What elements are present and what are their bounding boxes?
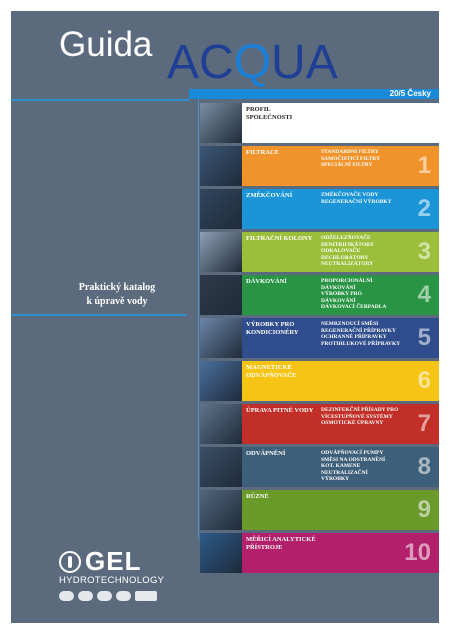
section-heading: RŮZNÉ (246, 493, 269, 500)
subtitle-line-2: k úpravě vody (86, 296, 148, 307)
section-item: SAMOČISTICÍ FILTRY (321, 155, 381, 162)
section-row (200, 404, 439, 444)
section-items (321, 407, 406, 427)
section-items (321, 235, 406, 268)
section-items (321, 149, 406, 169)
title-acqua-ac: AC (167, 36, 234, 89)
section-item: DÁVKOVÁNÍ (321, 297, 356, 304)
section-band (242, 490, 439, 530)
section-item: VÝROBKY PRO (321, 291, 362, 297)
section-item: VÍCESTUPŇOVÉ SYSTÉMY (321, 413, 393, 420)
section-band (242, 361, 439, 401)
certification-badges (59, 591, 157, 601)
cert-badge-icon (116, 591, 131, 601)
section-row (200, 146, 439, 186)
section-heading: FILTRAČNÍ KOLONY (246, 235, 313, 242)
section-item: DENITRIFIKÁTORY (321, 241, 374, 248)
section-band (242, 318, 439, 358)
section-item: PROTIHLUKOVÉ PŘÍPRAVKY (321, 340, 401, 347)
section-number: 8 (417, 453, 431, 480)
section-number: 7 (417, 410, 431, 437)
section-item: SPECIÁLNÍ FILTRY (321, 162, 373, 168)
section-item: REGENERAČNÍ PŘÍPRAVKY (321, 327, 396, 334)
section-item: ZMĚKČOVAČE VODY (321, 192, 379, 198)
cert-badge-icon (78, 591, 93, 601)
section-band (242, 533, 439, 573)
section-photo (200, 103, 242, 143)
title-acqua (167, 37, 338, 89)
section-item: ODKALOVAČE (321, 248, 361, 254)
section-number: 9 (417, 496, 431, 523)
section-row (200, 447, 439, 487)
section-items (321, 192, 406, 205)
cert-badge-icon (59, 591, 74, 601)
section-photo (200, 361, 242, 401)
section-items (321, 450, 406, 483)
section-row (200, 232, 439, 272)
vertical-divider (198, 99, 199, 539)
section-photo (200, 533, 242, 573)
title-acqua-ua: UA (271, 36, 338, 89)
section-band (242, 189, 439, 229)
section-number: 5 (417, 324, 431, 351)
section-photo (200, 189, 242, 229)
section-band (242, 275, 439, 315)
section-heading: VÝROBKY PRO KONDICIONÉRY (246, 321, 299, 336)
logo-brand: GEL (85, 546, 142, 576)
section-band (242, 404, 439, 444)
subtitle-divider (11, 314, 186, 316)
section-row (200, 533, 439, 573)
title-guida: Guida (59, 25, 153, 64)
section-item: DÁVKOVACÍ ČERPADLA (321, 304, 387, 310)
section-photo (200, 318, 242, 358)
section-row (200, 361, 439, 401)
section-item: DEZINFEKČNÍ PŘÍSADY PRO (321, 407, 399, 413)
section-item: ODŽELEZŇOVAČE (321, 235, 371, 241)
section-photo (200, 404, 242, 444)
section-item: OCHRANNÉ PŘÍPRAVKY (321, 334, 387, 340)
section-number: 2 (417, 195, 431, 222)
section-number: 6 (417, 367, 431, 394)
section-band (242, 146, 439, 186)
section-heading: FILTRACE (246, 149, 279, 156)
section-item: KOT. KAMENE (321, 463, 361, 469)
title-acqua-q: Q (233, 36, 272, 89)
section-item: REGENERAČNÍ VÝROBKY (321, 198, 392, 205)
section-item: NEMRZNOUCÍ SMĚSI (321, 321, 379, 327)
section-photo (200, 232, 242, 272)
section-heading: MAGNETICKÉ ODVÁPŇOVAČE (246, 364, 297, 379)
gel-mark-icon (59, 551, 81, 573)
section-number: 1 (417, 152, 431, 179)
section-item: NEUTRALIZÁTORY (321, 261, 374, 267)
section-item: SMĚSI NA ODSTRANĚNÍ (321, 456, 386, 463)
section-heading: DÁVKOVÁNÍ (246, 278, 287, 285)
section-item: OSMOTICKÉ ÚPRAVNY (321, 420, 384, 426)
section-item: STANDARDNÍ FILTRY (321, 149, 379, 155)
section-photo (200, 275, 242, 315)
section-number: 3 (417, 238, 431, 265)
section-items (321, 278, 406, 311)
section-band (242, 232, 439, 272)
edition-bar (189, 89, 439, 99)
section-heading: ÚPRAVA PITNÉ VODY (246, 407, 314, 414)
catalog-cover (11, 11, 439, 623)
section-band (242, 103, 439, 143)
subtitle (57, 281, 177, 309)
section-number: 4 (417, 281, 431, 308)
section-item: DÁVKOVÁNÍ (321, 284, 356, 291)
cert-badge-icon (135, 591, 157, 601)
section-row (200, 275, 439, 315)
divider-top (11, 99, 189, 101)
cert-badge-icon (97, 591, 112, 601)
section-item: ODVÁPŇOVACÍ PUMPY (321, 450, 384, 456)
section-heading: ZMĚKČOVÁNÍ (246, 192, 293, 199)
section-row (200, 490, 439, 530)
section-item: PROPORCIONÁLNÍ (321, 278, 373, 284)
section-item: NEUTRALIZAČNÍ (321, 469, 368, 476)
section-photo (200, 447, 242, 487)
section-item: DECHLORÁTORY (321, 254, 369, 261)
logo-tagline: HYDROTECHNOLOGY (59, 575, 165, 586)
section-row (200, 103, 439, 143)
section-heading: ODVÁPNĚNÍ (246, 450, 286, 457)
section-heading: PROFIL SPOLEČNOSTI (246, 106, 293, 121)
section-band (242, 447, 439, 487)
section-number: 10 (404, 539, 431, 566)
section-heading: MĚŘICÍ ANALYTICKÉ PŘÍSTROJE (246, 536, 316, 551)
section-photo (200, 146, 242, 186)
section-items (321, 321, 406, 347)
section-photo (200, 490, 242, 530)
section-item: VÝROBKY (321, 476, 350, 482)
section-row (200, 189, 439, 229)
edition-label: 20/5 Česky (389, 89, 431, 98)
subtitle-line-1: Praktický katalog (78, 282, 156, 293)
section-row (200, 318, 439, 358)
